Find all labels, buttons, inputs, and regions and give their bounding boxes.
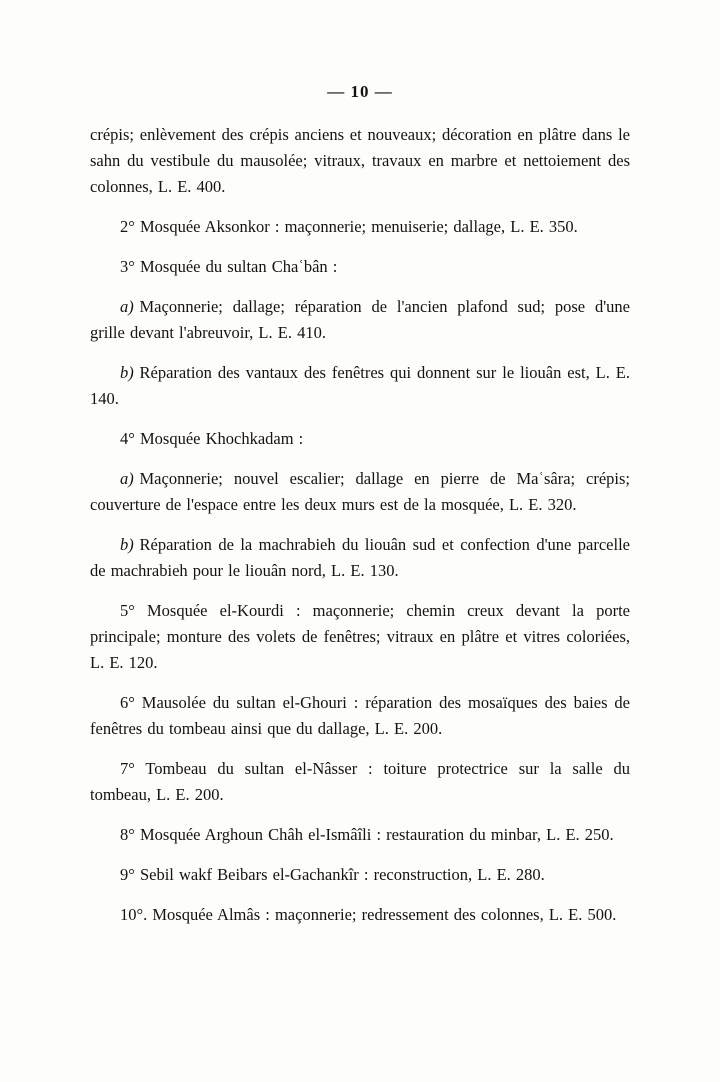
paragraph bbox=[90, 122, 630, 200]
paragraph bbox=[90, 902, 630, 928]
paragraph-text: 10°. Mosquée Almâs : maçonnerie; redressement des colonnes, L. E. 500. bbox=[120, 905, 617, 924]
paragraph bbox=[90, 466, 630, 518]
item-lead: a) bbox=[120, 469, 134, 488]
paragraph bbox=[90, 360, 630, 412]
paragraph bbox=[90, 294, 630, 346]
paragraph-text: 9° Sebil wakf Beibars el-Gachankîr : reconstruction, L. E. 280. bbox=[120, 865, 545, 884]
paragraph bbox=[90, 426, 630, 452]
paragraph bbox=[90, 822, 630, 848]
paragraph bbox=[90, 254, 630, 280]
paragraph-text: Réparation de la machrabieh du liouân sud et confection d'une parcelle de machrabieh pour le liouân nord, L. E. 130. bbox=[90, 535, 630, 580]
paragraph-text: 5° Mosquée el-Kourdi : maçonnerie; chemin creux devant la porte principale; monture des volets de fenêtres; vitraux en plâtre et vitres coloriées, L. E. 120. bbox=[90, 601, 630, 672]
paragraph bbox=[90, 214, 630, 240]
paragraph bbox=[90, 598, 630, 676]
item-lead: b) bbox=[120, 363, 134, 382]
item-lead: a) bbox=[120, 297, 134, 316]
paragraph bbox=[90, 862, 630, 888]
paragraph-text: Réparation des vantaux des fenêtres qui donnent sur le liouân est, L. E. 140. bbox=[90, 363, 630, 408]
paragraph-text: 4° Mosquée Khochkadam : bbox=[120, 429, 304, 448]
paragraph bbox=[90, 690, 630, 742]
paragraph-text: 6° Mausolée du sultan el-Ghouri : réparation des mosaïques des baies de fenêtres du tombeau ainsi que du dallage, L. E. 200. bbox=[90, 693, 630, 738]
paragraph-text: 7° Tombeau du sultan el-Nâsser : toiture protectrice sur la salle du tombeau, L. E. 200. bbox=[90, 759, 630, 804]
paragraph-text: Maçonnerie; nouvel escalier; dallage en pierre de Maʿsâra; crépis; couverture de l'espace entre les deux murs est de la mosquée, L. E. 320. bbox=[90, 469, 630, 514]
paragraph-text: 8° Mosquée Arghoun Châh el-Ismâîli : restauration du minbar, L. E. 250. bbox=[120, 825, 614, 844]
paragraph-text: Maçonnerie; dallage; réparation de l'ancien plafond sud; pose d'une grille devant l'abreuvoir, L. E. 410. bbox=[90, 297, 630, 342]
page-number: — 10 — bbox=[327, 82, 393, 101]
paragraph bbox=[90, 532, 630, 584]
paragraph-text: 2° Mosquée Aksonkor : maçonnerie; menuiserie; dallage, L. E. 350. bbox=[120, 217, 578, 236]
paragraph-text: 3° Mosquée du sultan Chaʿbân : bbox=[120, 257, 338, 276]
paragraph-text: crépis; enlèvement des crépis anciens et nouveaux; décoration en plâtre dans le sahn du vestibule du mausolée; vitraux, travaux en marbre et nettoiement des colonnes, L. E. 400. bbox=[90, 125, 630, 196]
paragraph bbox=[90, 756, 630, 808]
item-lead: b) bbox=[120, 535, 134, 554]
